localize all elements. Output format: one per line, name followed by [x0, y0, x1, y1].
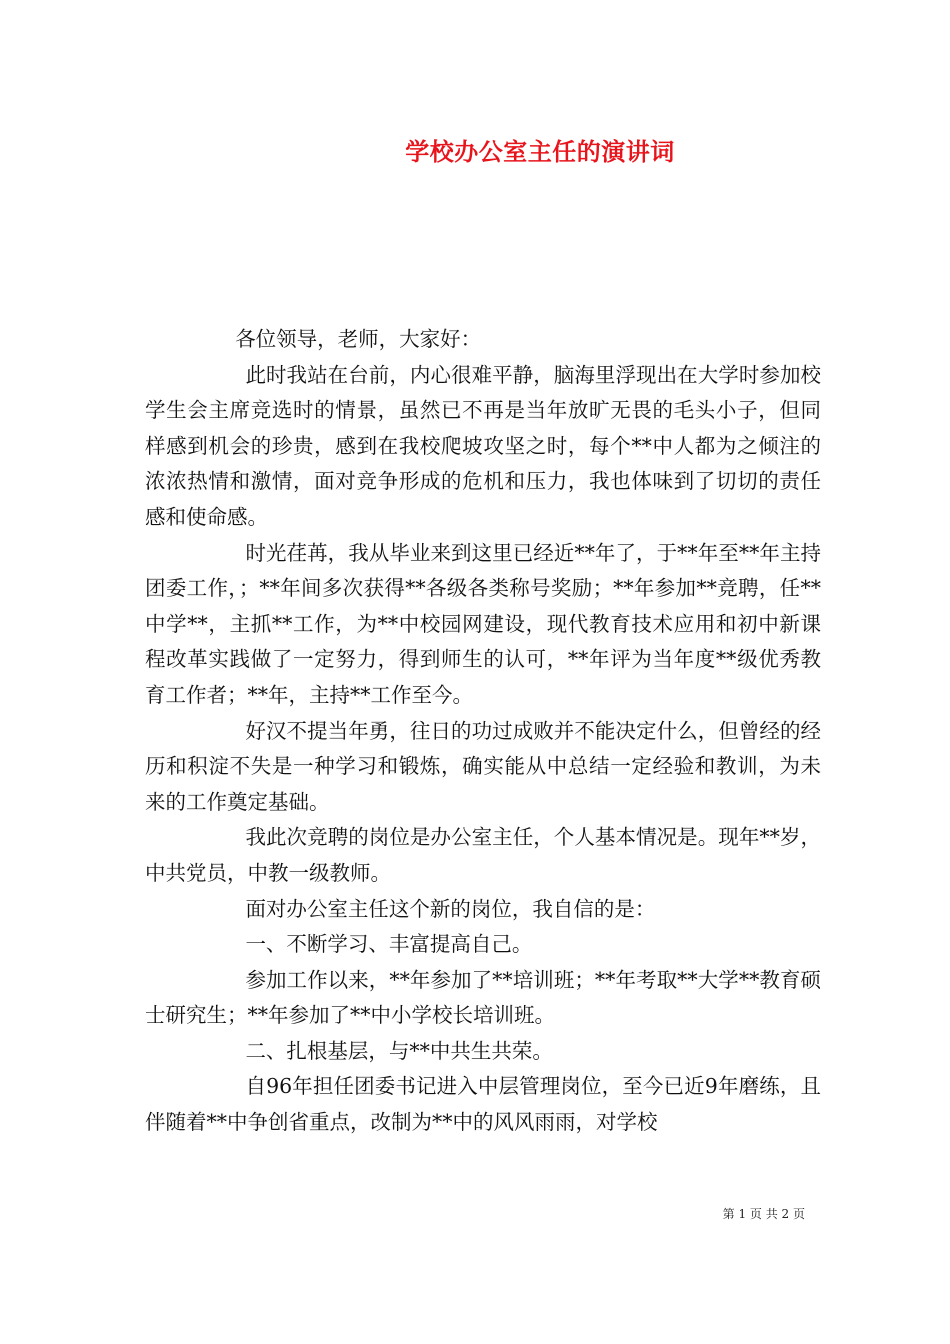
document-title: 学校办公室主任的演讲词	[405, 137, 675, 166]
paragraph-5: 面对办公室主任这个新的岗位，我自信的是：	[245, 896, 656, 921]
paragraph-4: 我此次竞聘的岗位是办公室主任，个人基本情况是。现年**岁，中共党员，中教一级教师。	[145, 825, 821, 885]
paragraph-3: 好汉不提当年勇，往日的功过成败并不能决定什么，但曾经的经历和积淀不失是一种学习和锻炼，确实能从中总结一定经验和教训，为未来的工作奠定基础。	[145, 718, 821, 814]
paragraph-8: 二、扎根基层，与**中共生共荣。	[245, 1038, 553, 1063]
document-body	[145, 322, 821, 1141]
greeting: 各位领导，老师，大家好：	[235, 327, 482, 351]
paragraph-2: 时光荏苒，我从毕业来到这里已经近**年了，于**年至**年主持团委工作，；**年间多次获得**各级各类称号奖励；**年参加**竞聘，任**中学**，主抓**工作，为**中校园网建设，现代教育技术应用和初中新课程改革实践做了一定努力，得到师生的认可，**年评为当年度**级优秀教育工作者；**年，主持**工作至今。	[145, 540, 821, 707]
paragraph-9: 自96年担任团委书记进入中层管理岗位，至今已近9年磨练，且伴随着**中争创省重点，改制为**中的风风雨雨，对学校	[145, 1074, 821, 1135]
page-number: 第 1 页 共 2 页	[722, 1207, 805, 1221]
paragraph-7: 参加工作以来，**年参加了**培训班；**年考取**大学**教育硕士研究生；**年参加了**中小学校长培训班。	[145, 967, 821, 1028]
paragraph-1: 此时我站在台前，内心很难平静，脑海里浮现出在大学时参加校学生会主席竞选时的情景，虽然已不再是当年放旷无畏的毛头小子，但同样感到机会的珍贵，感到在我校爬坡攻坚之时，每个**中人都为之倾注的浓浓热情和激情，面对竞争形成的危机和压力，我也体味到了切切的责任感和使命感。	[145, 362, 821, 529]
paragraph-6: 一、不断学习、丰富提高自己。	[245, 932, 533, 957]
